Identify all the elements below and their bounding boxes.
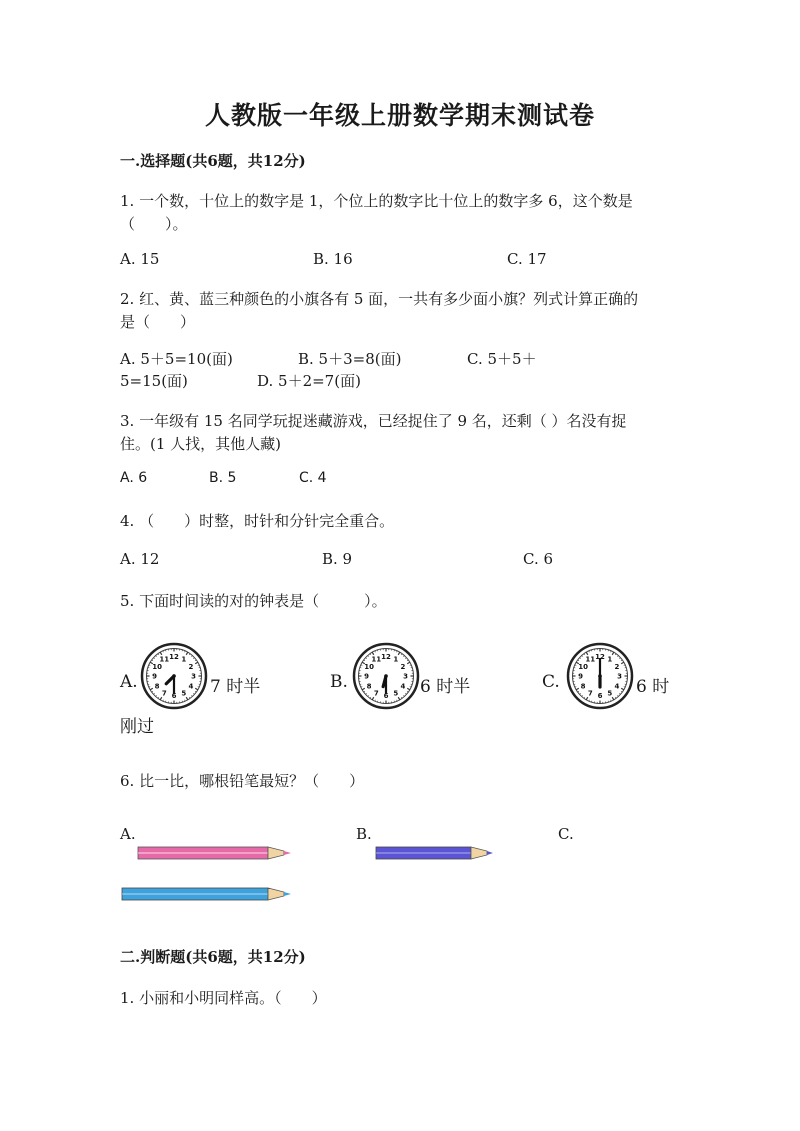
question-5-option-c-cont: 刚过 xyxy=(120,717,154,737)
question-5-option-a-letter: A. xyxy=(120,672,138,692)
question-5-text: 5. 下面时间读的对的钟表是（ ）。 xyxy=(120,592,387,610)
clock-number: 12 xyxy=(169,653,179,662)
question-2-text: 2. 红、黄、蓝三种颜色的小旗各有 5 面，一共有多少面小旗？列式计算正确的 xyxy=(120,290,639,308)
clock-number: 8 xyxy=(366,682,372,691)
clock-center xyxy=(598,674,602,678)
pencil-b xyxy=(376,845,494,861)
question-6-text: 6. 比一比，哪根铅笔最短？（ ） xyxy=(120,772,365,790)
pencil-a-lead xyxy=(284,851,291,855)
clock-number: 5 xyxy=(181,689,187,698)
clock-number: 4 xyxy=(188,682,194,691)
clock-c xyxy=(566,642,634,710)
pencil-b-lead xyxy=(487,851,493,855)
question-1-option-b: B. 16 xyxy=(313,250,353,268)
clock-center xyxy=(172,674,176,678)
clock-number: 5 xyxy=(393,689,399,698)
clock-number: 10 xyxy=(578,662,588,671)
question-2-text-cont: 是（ ） xyxy=(120,313,196,331)
question-3-option-b: B. 5 xyxy=(209,470,237,486)
clock-number: 7 xyxy=(587,689,593,698)
clock-number: 8 xyxy=(580,682,586,691)
question-2-option-a: A. 5＋5=10(面) xyxy=(120,350,233,368)
clock-number: 5 xyxy=(607,689,613,698)
question-3-text: 3. 一年级有 15 名同学玩捉迷藏游戏，已经捉住了 9 名，还剩（ ）名没有捉 xyxy=(120,412,627,430)
clock-number: 11 xyxy=(585,655,596,664)
clock-number: 4 xyxy=(614,682,620,691)
question-2-option-d: D. 5＋2=7(面) xyxy=(257,372,361,390)
pencil-b-tip xyxy=(471,847,487,859)
clock-number: 2 xyxy=(400,662,406,671)
question-5-option-b-caption: 6 时半 xyxy=(420,677,471,697)
clock-number: 11 xyxy=(159,655,170,664)
clock-number: 1 xyxy=(393,655,399,664)
clock-number: 12 xyxy=(381,653,391,662)
question-5-option-b-letter: B. xyxy=(330,672,348,692)
clock-a xyxy=(140,642,208,710)
section-heading-choice: 一.选择题(共6题，共12分) xyxy=(120,152,306,170)
clock-number: 10 xyxy=(364,662,374,671)
question-3-option-a: A. 6 xyxy=(120,470,148,486)
question-5-option-c-caption: 6 时 xyxy=(636,677,670,697)
clock-number: 6 xyxy=(597,692,603,701)
question-4-option-a: A. 12 xyxy=(120,550,160,568)
clock-number: 2 xyxy=(614,662,620,671)
pencil-a xyxy=(138,845,294,861)
question-1-option-c: C. 17 xyxy=(507,250,547,268)
section-heading-judgement: 二.判断题(共6题，共12分) xyxy=(120,948,306,966)
question-4-text: 4. （ ）时整，时针和分针完全重合。 xyxy=(120,512,395,530)
question-1-option-a: A. 15 xyxy=(120,250,160,268)
question-2-option-c-cont: 5=15(面) xyxy=(120,372,188,390)
clock-number: 7 xyxy=(161,689,167,698)
question-5-option-c-letter: C. xyxy=(542,672,560,692)
pencil-c-lead xyxy=(284,892,291,896)
clock-number: 3 xyxy=(191,672,196,681)
question-2-option-c: C. 5＋5＋ xyxy=(467,350,537,368)
question-2-option-b: B. 5＋3=8(面) xyxy=(298,350,402,368)
question-6-option-c: C. xyxy=(558,825,574,843)
clock-center xyxy=(384,674,388,678)
clock-number: 4 xyxy=(400,682,406,691)
pencil-a-tip xyxy=(268,847,284,859)
question-1-text-cont: （ ）。 xyxy=(120,215,188,233)
clock-number: 8 xyxy=(154,682,160,691)
clock-number: 7 xyxy=(373,689,379,698)
clock-number: 9 xyxy=(364,672,369,681)
question-5-option-a-caption: 7 时半 xyxy=(210,677,261,697)
page-title: 人教版一年级上册数学期末测试卷 xyxy=(204,101,595,130)
question-4-option-c: C. 6 xyxy=(523,550,554,568)
clock-number: 9 xyxy=(578,672,583,681)
clock-number: 3 xyxy=(403,672,408,681)
clock-number: 12 xyxy=(595,653,605,662)
question-3-text-cont: 住。(1 人找，其他人藏) xyxy=(120,435,282,453)
clock-number: 6 xyxy=(383,692,389,701)
clock-number: 2 xyxy=(188,662,194,671)
clock-number: 1 xyxy=(181,655,187,664)
clock-number: 1 xyxy=(607,655,613,664)
clock-number: 11 xyxy=(371,655,382,664)
clock-number: 3 xyxy=(617,672,622,681)
clock-number: 6 xyxy=(171,692,177,701)
clock-b xyxy=(352,642,420,710)
clock-number: 9 xyxy=(152,672,157,681)
question-4-option-b: B. 9 xyxy=(322,550,353,568)
question-1-text: 1. 一个数，十位上的数字是 1，个位上的数字比十位上的数字多 6，这个数是 xyxy=(120,192,633,210)
pencil-c-tip xyxy=(268,888,284,900)
question-6-option-a: A. xyxy=(120,825,136,843)
pencil-c xyxy=(122,886,294,902)
question-6-option-b: B. xyxy=(356,825,372,843)
judgement-question-1-text: 1. 小丽和小明同样高。（ ） xyxy=(120,989,327,1007)
clock-number: 10 xyxy=(152,662,162,671)
question-3-option-c: C. 4 xyxy=(299,470,327,486)
